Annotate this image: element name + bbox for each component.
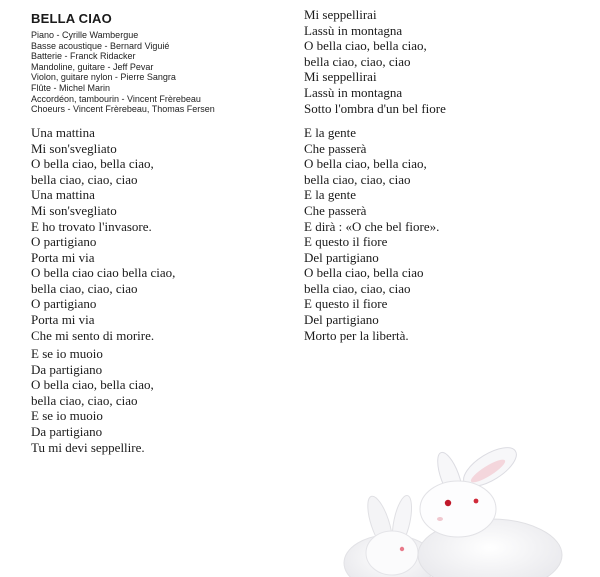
verse-line: E questo il fiore <box>304 234 388 249</box>
verse-line: Una mattina <box>31 187 95 203</box>
verse-line: E la gente <box>304 187 356 203</box>
verse-line: E se io muoio <box>31 408 103 424</box>
verse-line: E questo il fiore <box>304 296 388 312</box>
verse-line: Una mattina <box>31 125 95 140</box>
verse-line: bella ciao, ciao, ciao <box>304 53 411 69</box>
verse-line: Porta mi via <box>31 311 95 327</box>
verse-line: Lassù in montagna <box>304 22 403 38</box>
credit-line: Mandoline, guitare - Jeff Pevar <box>31 61 154 72</box>
stanza-3 <box>31 346 154 455</box>
credit-line: Piano - Cyrille Wambergue <box>31 30 139 40</box>
verse-line: Tu mi devi seppellire. <box>31 439 145 455</box>
credit-line: Violon, guitare nylon - Pierre Sangra <box>31 72 176 83</box>
stanza-4 <box>304 7 446 116</box>
verse-line: bella ciao, ciao, ciao <box>31 280 138 296</box>
verse-line: bella ciao, ciao, ciao <box>304 171 411 187</box>
verse-line: Che passerà <box>304 140 367 156</box>
verse-line: Mi son'svegliato <box>31 140 117 156</box>
verse-line: Porta mi via <box>31 249 95 265</box>
stanza-5 <box>304 125 439 234</box>
credit-line: Basse acoustique - Bernard Viguié <box>31 40 170 51</box>
stanza-6 <box>304 234 423 343</box>
stanza-1 <box>31 125 154 234</box>
verse-line: Mi seppellirai <box>304 7 377 22</box>
verse-line: Mi seppellirai <box>304 69 377 85</box>
stanza-2 <box>31 234 175 343</box>
verse-line: Che passerà <box>304 202 367 218</box>
credit-line: Choeurs - Vincent Frèrebeau, Thomas Fersen <box>31 104 215 115</box>
credit-line: Flûte - Michel Marin <box>31 82 111 93</box>
verse-line: Mi son'svegliato <box>31 202 117 218</box>
verse-line: Che mi sento di morire. <box>31 327 155 343</box>
credits-list <box>31 30 215 115</box>
credit-line: Accordéon, tambourin - Vincent Frèrebeau <box>31 93 201 104</box>
song-title: BELLA CIAO <box>31 11 112 26</box>
rabbit-right <box>418 440 562 577</box>
white-rabbits-illustration <box>330 435 600 577</box>
verse-line: Del partigiano <box>304 311 379 327</box>
verse-line: Lassù in montagna <box>304 84 403 100</box>
verse-line: O bella ciao, bella ciao, <box>31 377 154 393</box>
verse-line: O partigiano <box>31 234 97 249</box>
verse-line: E ho trovato l'invasore. <box>31 218 152 234</box>
credit-line: Batterie - Franck Ridacker <box>31 51 136 62</box>
verse-line: bella ciao, ciao, ciao <box>31 171 138 187</box>
verse-line: Da partigiano <box>31 361 103 377</box>
verse-line: Del partigiano <box>304 249 379 265</box>
verse-line: Da partigiano <box>31 423 103 439</box>
verse-line: Morto per la libertà. <box>304 327 409 343</box>
verse-line: Sotto l'ombra d'un bel fiore <box>304 100 446 116</box>
verse-line: bella ciao, ciao, ciao <box>304 280 411 296</box>
verse-line: O bella ciao, bella ciao, <box>304 156 427 172</box>
verse-line: bella ciao, ciao, ciao <box>31 392 138 408</box>
verse-line: O bella ciao ciao bella ciao, <box>31 265 176 281</box>
verse-line: O bella ciao, bella ciao, <box>304 38 427 54</box>
verse-line: O bella ciao, bella ciao, <box>31 156 154 172</box>
verse-line: O bella ciao, bella ciao <box>304 265 424 281</box>
verse-line: O partigiano <box>31 296 97 312</box>
verse-line: E la gente <box>304 125 356 140</box>
verse-line: E dirà : «O che bel fiore». <box>304 218 440 234</box>
verse-line: E se io muoio <box>31 346 103 361</box>
